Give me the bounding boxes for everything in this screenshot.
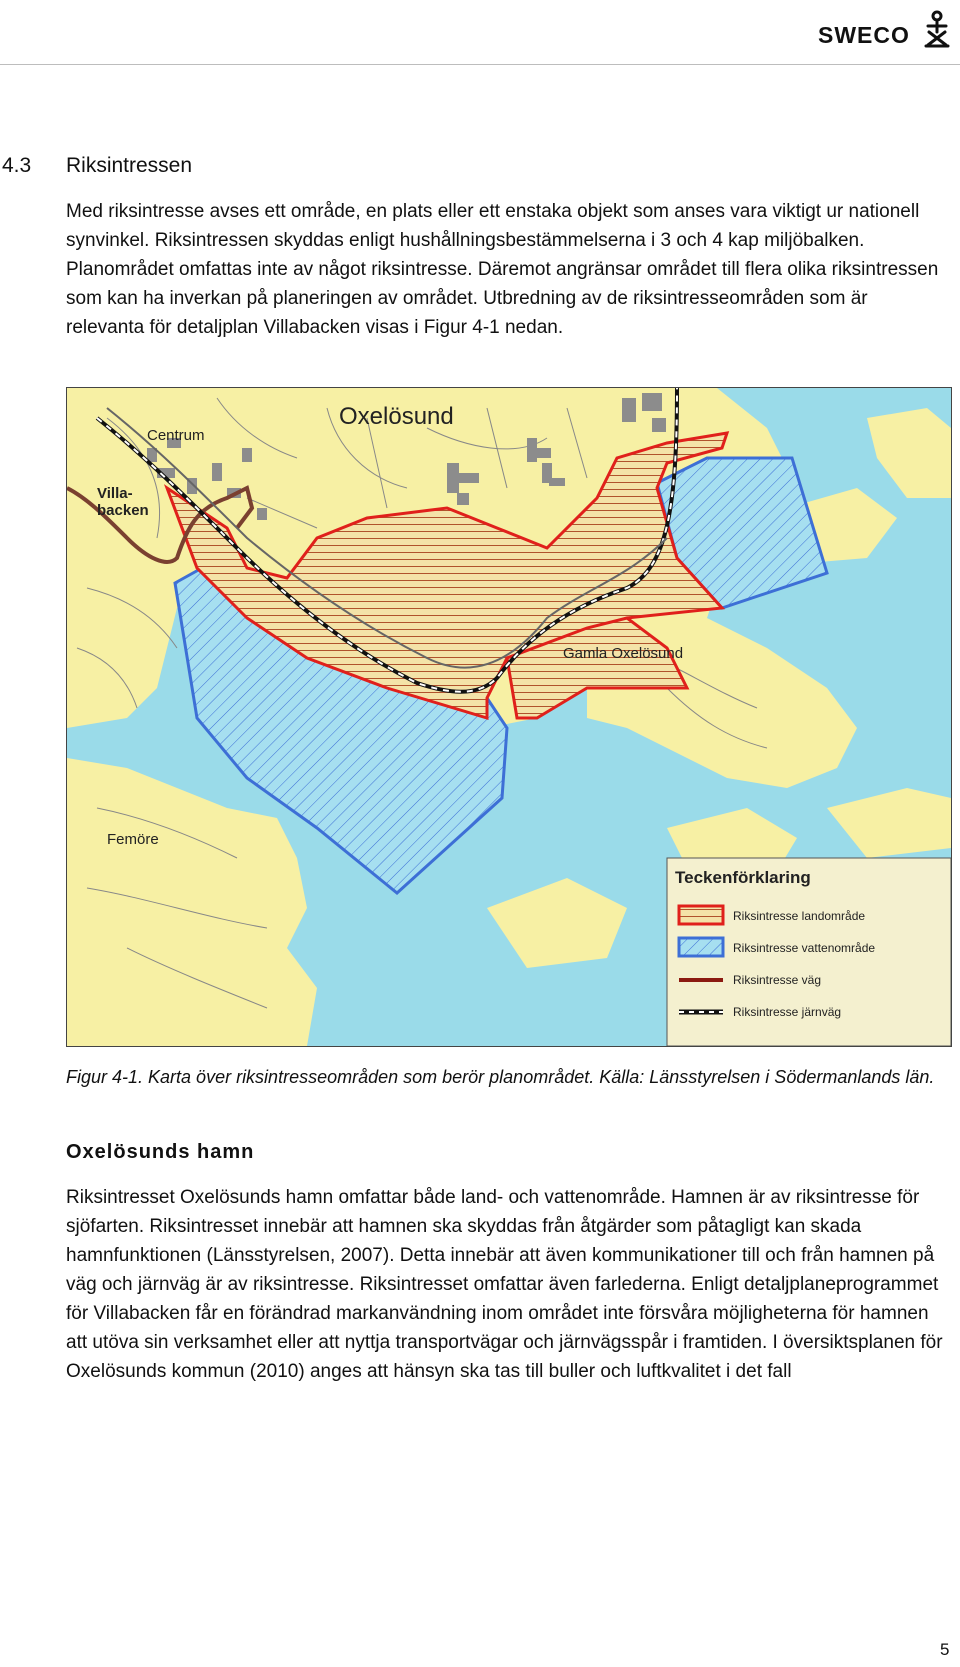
hamn-paragraph: Riksintresset Oxelösunds hamn omfattar både land- och vattenområde. Hamnen är av riksintresse för sjöfarten. Riksintresset innebär att hamnen ska skyddas från åtgärder som påtagligt kan skada hamnfunktionen (Länsstyrelsen, 2007). Detta innebär att även kommunikationer till och från hamnen på väg och järnväg är av riksintresse. Riksintresset omfattar även farlederna. Enligt detaljplaneprogrammet för Villabacken får en förändrad markanvändning inom området inte försvåra möjligheterna för hamnen att utöva sin verksamhet eller att nyttja transportvägar och järnvägsspår i framtiden. I översiktsplanen för Oxelösunds kommun (2010) anges att hänsyn ska tas till buller och luftkvalitet i det fall <box>66 1187 943 1382</box>
label-centrum: Centrum <box>147 427 205 444</box>
map-figure <box>66 387 952 1047</box>
label-gamla-oxelosund: Gamla Oxelösund <box>563 645 684 662</box>
header-divider <box>0 64 960 65</box>
legend-label-road: Riksintresse väg <box>733 973 822 987</box>
legend-label-water: Riksintresse vattenområde <box>733 941 876 955</box>
map-legend <box>667 858 951 1046</box>
figure-caption: Figur 4-1. Karta över riksintresseområden som berör planområdet. Källa: Länsstyrelsen i Södermanlands län. <box>66 1067 935 1087</box>
label-oxelosund: Oxelösund <box>339 403 454 430</box>
map-canvas <box>67 388 951 1046</box>
legend-swatch-land <box>679 906 723 924</box>
section-heading <box>2 154 192 178</box>
sweco-logo <box>818 10 953 54</box>
label-femore: Femöre <box>107 831 159 848</box>
legend-title: Teckenförklaring <box>675 868 811 887</box>
section-number: 4.3 <box>2 154 32 177</box>
label-villabacken-1: Villa- <box>97 485 133 502</box>
page-number: 5 <box>940 1640 950 1659</box>
sweco-mark-icon <box>920 10 954 50</box>
legend-swatch-water <box>679 938 723 956</box>
subsection-title: Oxelösunds hamn <box>66 1141 255 1163</box>
legend-label-land: Riksintresse landområde <box>733 909 866 923</box>
legend-label-railway: Riksintresse järnväg <box>733 1005 842 1019</box>
section-title: Riksintressen <box>66 154 193 177</box>
label-villabacken-2: backen <box>97 502 149 519</box>
intro-paragraph: Med riksintresse avses ett område, en plats eller ett enstaka objekt som anses vara viktigt ur nationell synvinkel. Riksintressen skyddas enligt hushållningsbestämmelserna i 3 och 4 kap miljöbalken. Planområdet omfattas inte av något riksintresse. Däremot angränsar området till flera olika riksintressen som kan ha inverkan på planeringen av området. Utbredning av de riksintresseområden som är relevanta för detaljplan Villabacken visas i Figur 4-1 nedan. <box>66 201 939 338</box>
logo-text: SWECO <box>818 22 910 48</box>
